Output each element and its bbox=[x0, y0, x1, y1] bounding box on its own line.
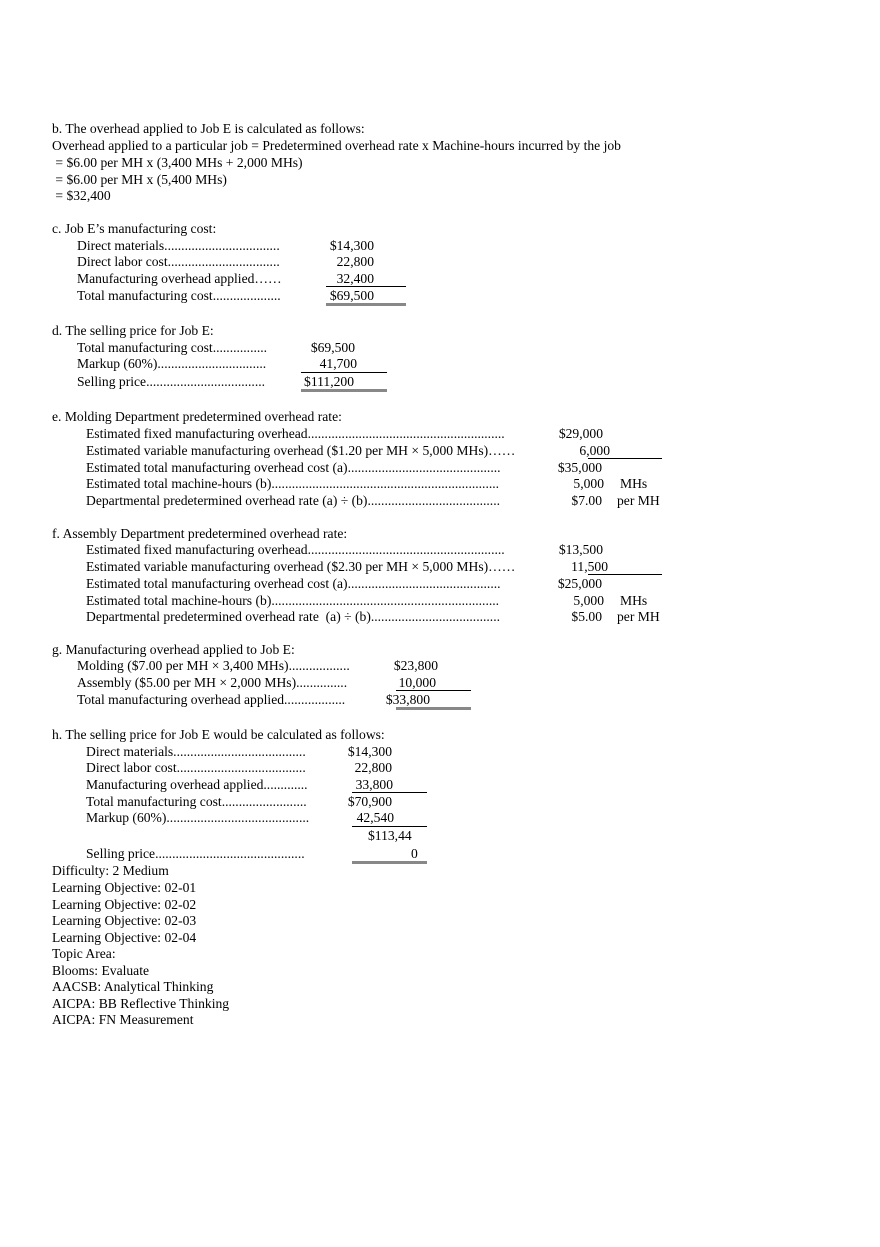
selling-price-value-end: 0 bbox=[411, 846, 418, 861]
row-value: 42,540 bbox=[356, 810, 394, 825]
section-c-title: c. Job E’s manufacturing cost: bbox=[52, 221, 217, 236]
row-unit: MHs bbox=[620, 476, 648, 491]
row-value: $33,800 bbox=[385, 692, 430, 707]
row-label: Estimated fixed manufacturing overhead.......................................................... bbox=[86, 426, 505, 441]
underline bbox=[301, 372, 387, 373]
row-label: Total manufacturing cost................ bbox=[77, 340, 268, 355]
row-label: Estimated variable manufacturing overhead ($1.20 per MH × 5,000 MHs)…… bbox=[86, 443, 516, 458]
learning-objective: Learning Objective: 02-01 bbox=[52, 880, 197, 895]
section-f-title: f. Assembly Department predetermined overhead rate: bbox=[52, 526, 348, 541]
row-value: 5,000 bbox=[573, 593, 604, 608]
underline bbox=[326, 286, 406, 287]
row-value: 32,400 bbox=[336, 271, 374, 286]
row-label: Direct labor cost...................................... bbox=[86, 760, 306, 775]
underline bbox=[352, 792, 427, 793]
row-label: Manufacturing overhead applied…… bbox=[77, 271, 282, 286]
row-label: Estimated total manufacturing overhead cost (a)............................................. bbox=[86, 460, 501, 475]
section-b-title: b. The overhead applied to Job E is calculated as follows: bbox=[52, 121, 365, 136]
double-underline bbox=[396, 707, 471, 710]
row-label: Total manufacturing overhead applied.................. bbox=[77, 692, 346, 707]
underline bbox=[352, 826, 427, 827]
row-value: $14,300 bbox=[329, 238, 374, 253]
row-label: Molding ($7.00 per MH × 3,400 MHs).................. bbox=[77, 658, 350, 673]
row-value: $13,500 bbox=[558, 542, 603, 557]
row-value: 41,700 bbox=[319, 356, 357, 371]
row-value: 6,000 bbox=[579, 443, 610, 458]
selling-price-value: $113,44 bbox=[368, 828, 412, 843]
row-label: Estimated fixed manufacturing overhead.......................................................... bbox=[86, 542, 505, 557]
row-label: Estimated total machine-hours (b)................................................................... bbox=[86, 593, 500, 608]
topic-area: Topic Area: bbox=[52, 946, 116, 961]
section-b-line: = $32,400 bbox=[52, 188, 111, 203]
section-b-line: = $6.00 per MH x (3,400 MHs + 2,000 MHs) bbox=[52, 155, 303, 170]
row-value: $69,500 bbox=[329, 288, 374, 303]
row-unit: per MH bbox=[617, 609, 660, 624]
section-h-title: h. The selling price for Job E would be calculated as follows: bbox=[52, 727, 385, 742]
row-value: $14,300 bbox=[347, 744, 392, 759]
row-label: Estimated total manufacturing overhead cost (a)............................................. bbox=[86, 576, 501, 591]
row-value: $69,500 bbox=[310, 340, 355, 355]
double-underline bbox=[326, 303, 406, 306]
row-value: 5,000 bbox=[573, 476, 604, 491]
underline bbox=[396, 690, 471, 691]
difficulty: Difficulty: 2 Medium bbox=[52, 863, 169, 878]
row-value: $7.00 bbox=[571, 493, 602, 508]
blooms: Blooms: Evaluate bbox=[52, 963, 150, 978]
section-b-line: Overhead applied to a particular job = Predetermined overhead rate x Machine-hours incurred by the job bbox=[52, 138, 621, 153]
row-label: Total manufacturing cost.................... bbox=[77, 288, 281, 303]
double-underline bbox=[301, 389, 387, 392]
aicpa: AICPA: FN Measurement bbox=[52, 1012, 194, 1027]
learning-objective: Learning Objective: 02-02 bbox=[52, 897, 197, 912]
row-value: $29,000 bbox=[558, 426, 603, 441]
row-value: $25,000 bbox=[557, 576, 602, 591]
double-underline bbox=[352, 861, 427, 864]
row-value: $35,000 bbox=[557, 460, 602, 475]
learning-objective: Learning Objective: 02-04 bbox=[52, 930, 197, 945]
row-label: Estimated total machine-hours (b)................................................................... bbox=[86, 476, 500, 491]
row-label: Estimated variable manufacturing overhead ($2.30 per MH × 5,000 MHs)…… bbox=[86, 559, 516, 574]
row-label: Manufacturing overhead applied............. bbox=[86, 777, 308, 792]
row-label: Total manufacturing cost......................... bbox=[86, 794, 307, 809]
row-label: Departmental predetermined overhead rate (a) ÷ (b)....................................... bbox=[86, 493, 500, 508]
row-label: Markup (60%).......................................... bbox=[86, 810, 310, 825]
row-value: $111,200 bbox=[304, 374, 354, 389]
section-e-title: e. Molding Department predetermined overhead rate: bbox=[52, 409, 342, 424]
row-label: Assembly ($5.00 per MH × 2,000 MHs)............... bbox=[77, 675, 348, 690]
aicpa: AICPA: BB Reflective Thinking bbox=[52, 996, 230, 1011]
row-value: $70,900 bbox=[347, 794, 392, 809]
underline bbox=[588, 574, 662, 575]
section-g-title: g. Manufacturing overhead applied to Job E: bbox=[52, 642, 295, 657]
aacsb: AACSB: Analytical Thinking bbox=[52, 979, 214, 994]
row-value: 22,800 bbox=[354, 760, 392, 775]
row-label: Selling price............................................ bbox=[86, 846, 305, 861]
section-d-title: d. The selling price for Job E: bbox=[52, 323, 214, 338]
row-label: Direct materials.................................. bbox=[77, 238, 280, 253]
underline bbox=[588, 458, 662, 459]
row-value: $23,800 bbox=[393, 658, 438, 673]
row-unit: per MH bbox=[617, 493, 660, 508]
section-b-line: = $6.00 per MH x (5,400 MHs) bbox=[52, 172, 227, 187]
row-value: 22,800 bbox=[336, 254, 374, 269]
row-value: 10,000 bbox=[398, 675, 436, 690]
learning-objective: Learning Objective: 02-03 bbox=[52, 913, 197, 928]
row-value: 11,500 bbox=[571, 559, 608, 574]
row-unit: MHs bbox=[620, 593, 648, 608]
row-label: Departmental predetermined overhead rate (a) ÷ (b)...................................... bbox=[86, 609, 500, 624]
row-label: Markup (60%)................................ bbox=[77, 356, 267, 371]
row-value: $5.00 bbox=[571, 609, 602, 624]
row-label: Selling price................................... bbox=[77, 374, 266, 389]
row-value: 33,800 bbox=[355, 777, 393, 792]
row-label: Direct labor cost................................. bbox=[77, 254, 280, 269]
row-label: Direct materials....................................... bbox=[86, 744, 306, 759]
